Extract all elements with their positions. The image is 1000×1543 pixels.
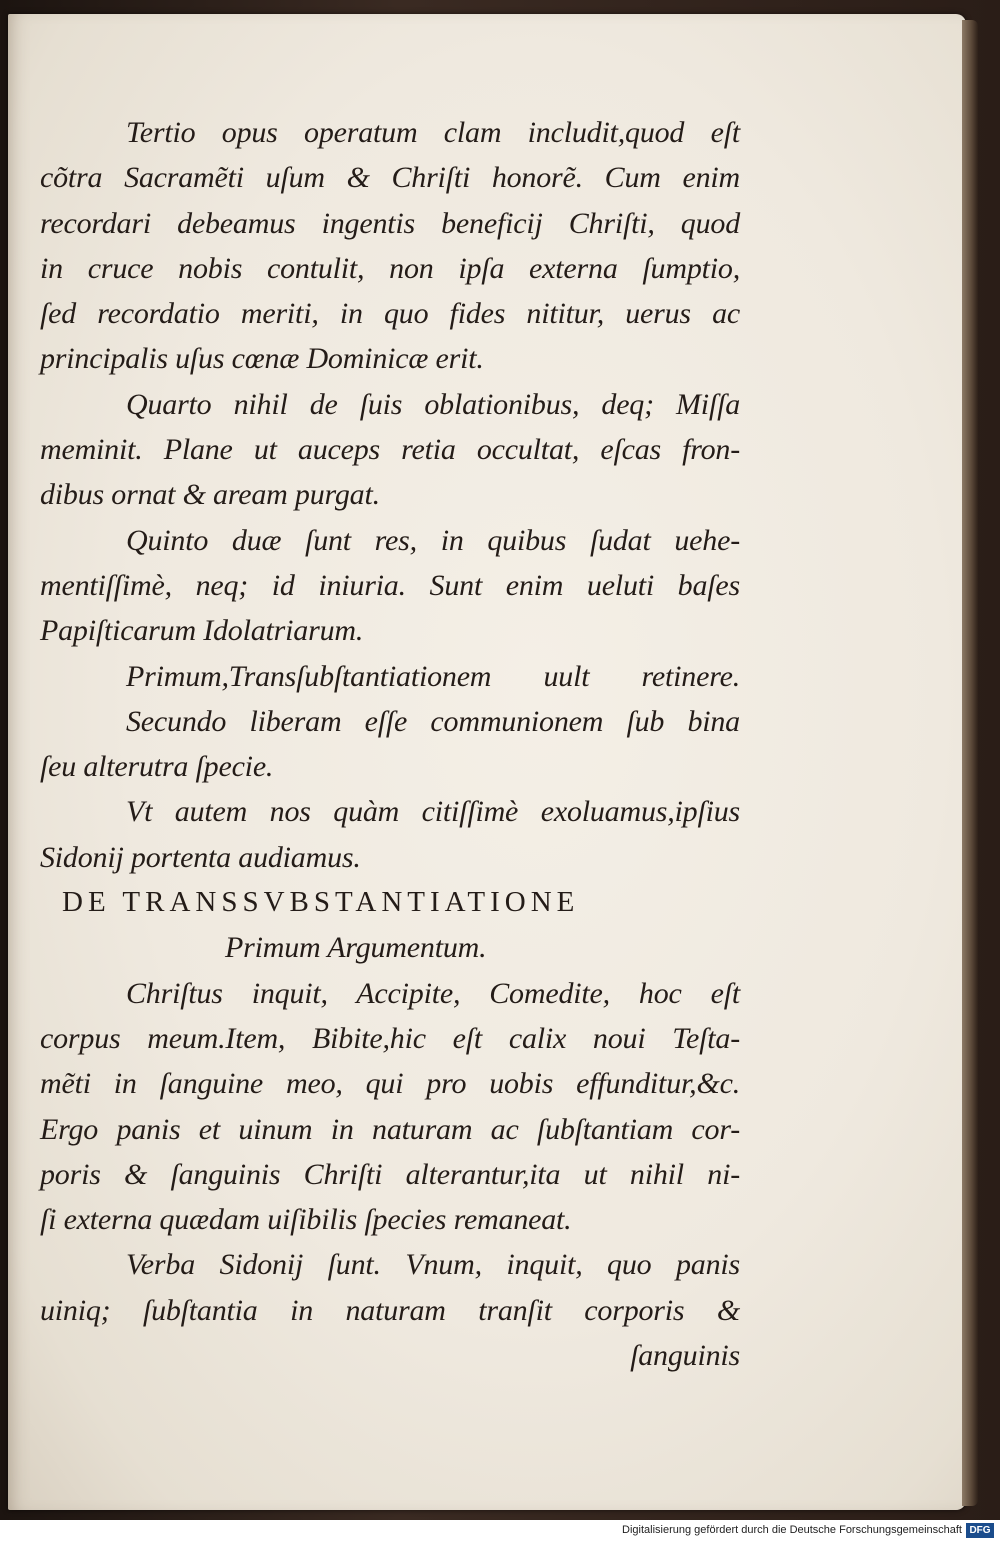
text-line: mẽti in ſanguine meo, qui pro uobis effunditur,&c. [40, 1067, 740, 1101]
text-line: Tertio opus operatum clam includit,quod eſt [126, 116, 740, 149]
text-line: Chriſtus inquit, Accipite, Comedite, hoc eſt [126, 976, 740, 1010]
text-line: dibus ornat & aream purgat. [40, 478, 380, 512]
section-heading: DE TRANSSVBSTANTIATIONE [62, 886, 580, 919]
text-line: in cruce nobis contulit, non ipſa externa ſumptio, [40, 251, 740, 285]
text-line: Papiſticarum Idolatriarum. [40, 614, 364, 648]
text-line: Quinto duæ ſunt res, in quibus ſudat uehe- [126, 523, 740, 557]
page-text [40, 110, 740, 1378]
text-line: ſed recordatio meriti, in quo fides nititur, uerus ac [40, 297, 740, 331]
text-line: uiniq; ſubſtantia in naturam tranſit corporis & [40, 1293, 740, 1327]
text-line: poris & ſanguinis Chriſti alterantur,ita ut nihil ni- [40, 1157, 740, 1191]
text-line: ſeu alterutra ſpecie. [40, 750, 274, 784]
text-line: Primum,Transſubſtantiationem uult retinere. [126, 659, 740, 693]
text-line: recordari debeamus ingentis beneficij Chriſti, quod [40, 206, 740, 240]
footer-bar [0, 1520, 1000, 1543]
text-line: Secundo liberam eſſe communionem ſub bina [126, 704, 740, 738]
text-line: corpus meum.Item, Bibite,hic eſt calix noui Teſta- [40, 1021, 740, 1055]
text-line: Vt autem nos quàm citiſſimè exoluamus,ipſius [126, 795, 740, 829]
book-fore-edge [962, 20, 978, 1506]
text-line: Quarto nihil de ſuis oblationibus, deq; Miſſa [126, 387, 740, 421]
text-line: meminit. Plane ut auceps retia occultat, eſcas fron- [40, 433, 740, 467]
text-line: Verba Sidonij ſunt. Vnum, inquit, quo panis [126, 1248, 740, 1282]
catchword: ſanguinis [630, 1339, 740, 1373]
section-subheading: Primum Argumentum. [225, 931, 487, 965]
dfg-logo: DFG [966, 1523, 994, 1538]
text-line: principalis uſus cœnæ Dominicæ erit. [40, 342, 484, 376]
funding-credit: Digitalisierung gefördert durch die Deutsche Forschungsgemeinschaft [622, 1524, 962, 1536]
text-line: cõtra Sacramẽti uſum & Chriſti honorẽ. Cum enim [40, 161, 740, 195]
text-line: mentiſſimè, neq; id iniuria. Sunt enim ueluti baſes [40, 568, 740, 602]
text-line: ſi externa quædam uiſibilis ſpecies remaneat. [40, 1203, 572, 1237]
text-line: Sidonij portenta audiamus. [40, 840, 361, 874]
text-line: Ergo panis et uinum in naturam ac ſubſtantiam cor- [40, 1112, 740, 1146]
